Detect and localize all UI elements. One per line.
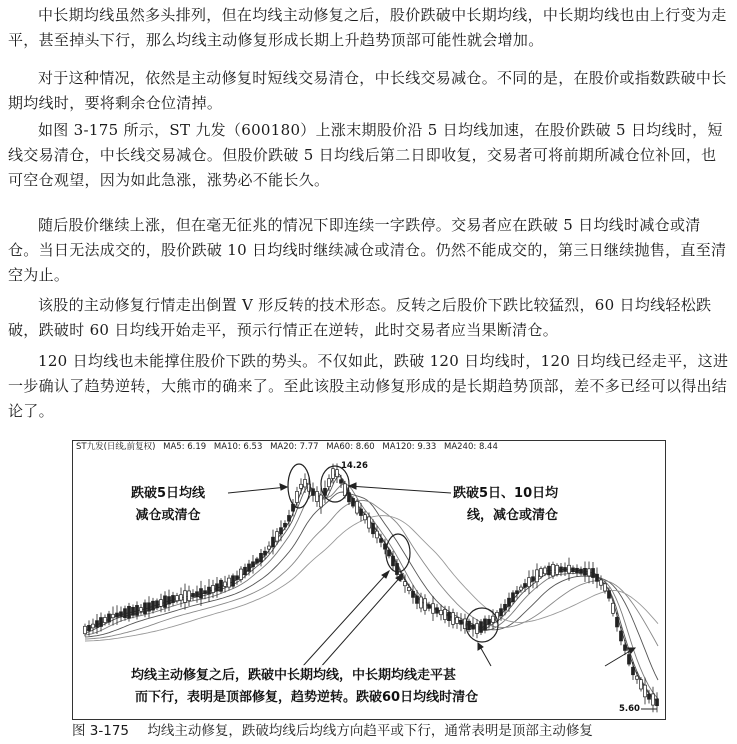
arrow-2: [349, 486, 451, 493]
figure-number: 图 3-175: [72, 723, 130, 739]
candle-body: [440, 610, 443, 614]
candle-body: [236, 576, 239, 580]
candle-body: [604, 584, 607, 591]
candle-body: [544, 568, 547, 574]
candle-body: [200, 589, 203, 599]
candle-body: [268, 546, 271, 549]
candle-body: [208, 587, 211, 594]
candle-body: [372, 523, 375, 533]
candle-body: [396, 563, 399, 574]
candle-body: [204, 591, 207, 594]
candle-body: [576, 568, 579, 572]
candle-body: [352, 498, 355, 506]
candle-body: [92, 624, 95, 628]
paragraph-4: 随后股价继续上涨，但在毫无征兆的情况下即连续一字跌停。交易者应在跌破 5 日均线时减仓或清仓。当日无法成交的，股价跌破 10 日均线时继续减仓或清仓。仍然不能成交的，第三日继续抛售，直至清空为止。: [8, 216, 727, 284]
candle-body: [304, 479, 307, 486]
candle-body: [640, 680, 643, 689]
arrow-4: [319, 574, 403, 669]
candle-body: [540, 569, 543, 577]
ma120-label: MA120: 9.33: [382, 442, 437, 452]
candle-body: [416, 596, 419, 603]
candle-body: [508, 598, 511, 606]
candle-body: [108, 614, 111, 622]
candle-body: [124, 609, 127, 618]
candle-body: [192, 593, 195, 596]
ma60-label: MA60: 8.60: [326, 442, 375, 452]
candle-body: [212, 585, 215, 592]
candle-body: [380, 539, 383, 543]
stock-chart: [72, 440, 666, 720]
candle-body: [360, 509, 363, 516]
candle-body: [220, 580, 223, 591]
candle-body: [428, 605, 431, 609]
candle-body: [516, 591, 519, 594]
figure-caption: [72, 722, 732, 740]
annotation-top-repair: 均线主动修复之后，跌破中长期均线，中长期均线走平甚 而下行，表明是顶部修复，趋势逆转。跌破60日均线时清仓: [131, 665, 478, 709]
candle-body: [168, 597, 171, 604]
candle-body: [624, 645, 627, 651]
candle-body: [500, 609, 503, 616]
candle-body: [300, 484, 303, 488]
candle-body: [320, 495, 323, 507]
paragraph-3: 如图 3-175 所示，ST 九发（600180）上涨末期股价沿 5 日均线加速，在股价跌破 5 日均线时，短线交易清仓，中长线交易减仓。但股价跌破 5 日均线后第二日即收复，交易者可将前期所减仓位补回，也可空仓观望，因为如此急涨，涨势必不能长久。: [8, 121, 723, 189]
candle-body: [96, 621, 99, 628]
candle-body: [180, 595, 183, 600]
candle-body: [276, 532, 279, 541]
arrow-3: [303, 571, 389, 666]
candle-body: [296, 491, 299, 502]
candle-body: [476, 624, 479, 634]
candle-body: [368, 517, 371, 528]
candle-body: [148, 603, 151, 611]
candle-body: [140, 608, 143, 612]
candle-body: [484, 619, 487, 630]
candle-body: [584, 568, 587, 575]
candle-body: [120, 612, 123, 617]
candle-body: [224, 582, 227, 586]
ma10-label: MA10: 6.53: [213, 442, 263, 452]
candle-body: [332, 469, 335, 479]
candle-body: [620, 631, 623, 641]
ma5-label: MA5: 6.19: [163, 442, 207, 452]
candle-body: [216, 584, 219, 591]
candle-body: [256, 559, 259, 563]
candle-body: [336, 470, 339, 477]
candle-body: [588, 569, 591, 576]
candle-body: [600, 580, 603, 585]
candle-body: [568, 565, 571, 573]
candle-body: [452, 613, 455, 625]
candle-body: [280, 528, 283, 534]
candle-body: [436, 608, 439, 613]
candle-body: [448, 612, 451, 620]
candle-body: [356, 501, 359, 513]
candle-body: [552, 564, 555, 576]
candle-body: [100, 618, 103, 627]
candle-body: [172, 595, 175, 602]
candle-body: [472, 625, 475, 629]
ma-line-5: [85, 516, 658, 641]
candle-body: [340, 480, 343, 483]
candle-body: [632, 667, 635, 674]
candle-body: [548, 566, 551, 575]
candle-body: [536, 570, 539, 582]
chart-stock-name: ST九发(日线,前复权): [76, 442, 156, 452]
candle-body: [592, 568, 595, 577]
candle-body: [316, 492, 319, 502]
ma20-label: MA20: 7.77: [270, 442, 319, 452]
candle-body: [644, 685, 647, 697]
candle-body: [488, 619, 491, 624]
candle-body: [160, 600, 163, 607]
candle-body: [504, 604, 507, 610]
figure-caption-text: 均线主动修复，跌破均线后均线方向趋平或下行，通常表明是顶部主动修复: [147, 723, 593, 739]
high-price-label: 14.26: [341, 461, 368, 471]
candle-body: [328, 479, 331, 487]
candle-body: [408, 587, 411, 590]
candle-body: [432, 604, 435, 614]
candle-body: [412, 591, 415, 597]
candle-body: [312, 489, 315, 496]
candle-body: [348, 493, 351, 502]
paragraph-6: 120 日均线也未能撑住股价下跌的势头。不仅如此，跌破 120 日均线时，120 日均线已经走平，这进一步确认了趋势逆转，大熊市的确来了。至此该股主动修复形成的是长期趋势顶部，差不多已经可以得出结论了。: [8, 352, 729, 420]
candle-body: [272, 537, 275, 547]
candle-body: [128, 606, 131, 618]
candle-body: [288, 515, 291, 521]
candle-body: [112, 614, 115, 617]
paragraph-5: 该股的主动修复行情走出倒置 V 形反转的技术形态。反转之后股价下跌比较猛烈，60 日均线轻松跌破，跌破时 60 日均线开始走平，预示行情正在逆转，此时交易者应当果断清仓。: [8, 296, 712, 339]
annotation-break-ma5-ma10: 跌破5日、10日均 线，减仓或清仓: [453, 483, 558, 527]
candle-body: [572, 568, 575, 572]
candle-body: [196, 592, 199, 597]
candle-body: [460, 620, 463, 624]
candle-body: [480, 622, 483, 633]
candle-body: [132, 607, 135, 615]
candle-body: [88, 625, 91, 630]
candle-body: [524, 584, 527, 588]
candle-body: [444, 609, 447, 619]
annotation-break-ma5: 跌破5日均线 减仓或清仓: [131, 483, 205, 527]
candle-body: [84, 626, 87, 633]
candle-body: [556, 565, 559, 574]
candle-body: [404, 582, 407, 586]
candle-body: [492, 616, 495, 622]
paragraph-2: 对于这种情况，依然是主动修复时短线交易清仓，中长线交易减仓。不同的是，在股价或指数跌破中长期均线时，要将剩余仓位清掉。: [8, 69, 727, 112]
candle-body: [184, 591, 187, 603]
candle-body: [240, 569, 243, 579]
candle-body: [116, 613, 119, 617]
candle-body: [284, 523, 287, 527]
candle-body: [228, 578, 231, 587]
candle-body: [252, 562, 255, 567]
candle-body: [144, 603, 147, 614]
candle-body: [164, 596, 167, 608]
candle-body: [608, 591, 611, 598]
candle-body: [364, 515, 367, 520]
candle-body: [156, 601, 159, 608]
arrow-1: [228, 487, 287, 493]
candle-body: [596, 574, 599, 581]
candle-body: [248, 564, 251, 571]
candle-body: [136, 605, 139, 615]
candle-body: [104, 617, 107, 622]
candle-body: [652, 694, 655, 705]
candle-body: [532, 577, 535, 582]
candle-body: [580, 569, 583, 573]
candle-body: [616, 617, 619, 627]
candle-body: [232, 576, 235, 586]
candle-body: [612, 603, 615, 613]
low-price-label: 5.60: [619, 704, 640, 714]
candle-body: [656, 699, 659, 706]
candle-body: [388, 550, 391, 556]
candle-body: [560, 567, 563, 572]
candle-body: [648, 694, 651, 699]
candle-body: [564, 567, 567, 571]
paragraph-1: 中长期均线虽然多头排列，但在均线主动修复之后，股价跌破中长期均线，中长期均线也由上行变为走平，甚至掉头下行，那么均线主动修复形成长期上升趋势顶部可能性就会增加。: [8, 6, 727, 49]
candle-body: [376, 531, 379, 538]
candle-body: [424, 599, 427, 611]
candle-body: [188, 591, 191, 601]
candle-body: [456, 617, 459, 623]
candle-body: [628, 655, 631, 665]
candle-body: [520, 587, 523, 590]
candle-body: [244, 567, 247, 574]
candle-body: [468, 621, 471, 629]
candle-body: [528, 578, 531, 587]
candle-body: [636, 676, 639, 679]
candle-body: [264, 551, 267, 555]
candle-body: [176, 596, 179, 601]
candle-body: [152, 601, 155, 610]
candle-body: [260, 553, 263, 562]
candle-body: [420, 597, 423, 608]
candle-body: [392, 556, 395, 566]
candle-body: [512, 593, 515, 602]
ma240-label: MA240: 8.44: [444, 442, 498, 452]
